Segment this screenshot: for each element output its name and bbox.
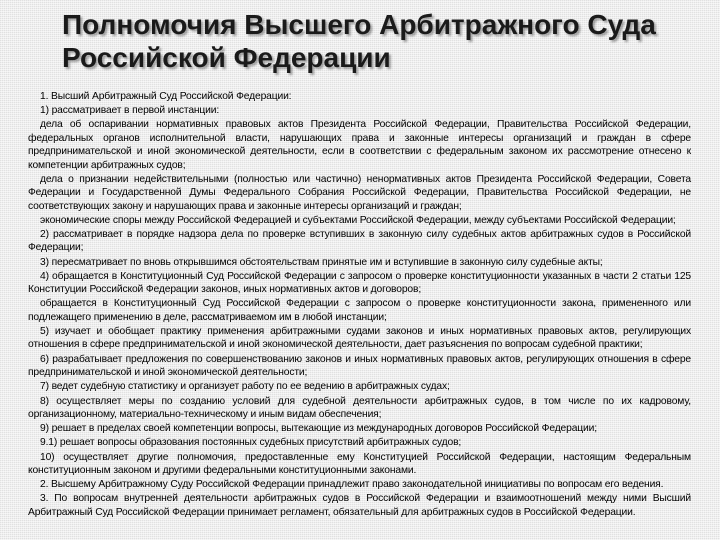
paragraph: дела об оспаривании нормативных правовых актов Президента Российской Федерации, Правительства Российской Федерации, федеральных органов исполнительной власти, нарушающих права и законные интересы организаций и граждан в сфере предпринимательской и иной экономической деятельности, если в соответствии с федеральным законом их рассмотрение отнесено к компетенции арбитражных судов; [28,119,691,171]
paragraph: экономические споры между Российской Федерацией и субъектами Российской Федерации, между субъектами Российской Федерации; [40,214,676,226]
paragraph-item-1-2: 2) рассматривает в порядке надзора дела по проверке вступивших в законную силу судебных актов арбитражных судов в Российской Федерации; [28,229,691,254]
paragraph-item-1-5: 5) изучает и обобщает практику применения арбитражными судами законов и иных нормативных правовых актов, регулирующих отношения в сфере предпринимательской и иной экономической деятельности, дает разъяснения по вопросам судебной практики; [28,326,691,351]
paragraph-item-1-3: 3) пересматривает по вновь открывшимся обстоятельствам принятые им и вступившие в законную силу судебные акты; [40,256,603,268]
paragraph-item-1-10: 10) осуществляет другие полномочия, предоставленные ему Конституцией Российской Федерации, настоящим Федеральным конституционным законом и другими федеральными конституционными законами. [28,451,691,476]
paragraph-item-1-6: 6) разрабатывает предложения по совершенствованию законов и иных нормативных правовых актов, регулирующих отношения в сфере предпринимательской и иной экономической деятельности; [28,353,691,379]
paragraph-item-1-8: 8) осуществляет меры по созданию условий для судебной деятельности арбитражных судов, в том числе по их кадровому, организационному, материально-техническому и иным видам обеспечения; [28,395,691,420]
paragraph: дела о признании недействительными (полностью или частично) ненормативных актов Президента Российской Федерации, Совета Федерации и Государственной Думы Федерального Собрания Российской Федерации, Правительства Российской Федерации, не соответствующих закону и нарушающих права и законные интересы организаций и граждан; [28,173,691,212]
paragraph-item-1-9-1: 9.1) решает вопросы образования постоянных судебных присутствий арбитражных судов; [40,437,462,449]
title-line-1: Полномочия Высшего Арбитражного Суда [62,9,656,40]
paragraph-item-3: 3. По вопросам внутренней деятельности арбитражных судов в Российской Федерации и взаимоотношений между ними Высший Арбитражный Суд Российской Федерации принимает регламент, обязательный для арбитражных судов в Российской Федерации. [28,493,691,518]
paragraph-item-1: 1. Высший Арбитражный Суд Российской Федерации: [40,91,292,102]
paragraph-item-1-7: 7) ведет судебную статистику и организует работу по ее ведению в арбитражных судах; [40,381,450,393]
paragraph-item-1-1: 1) рассматривает в первой инстанции: [40,105,220,117]
paragraph-item-1-9: 9) решает в пределах своей компетенции вопросы, вытекающие из международных договоров Российской Федерации; [40,423,597,435]
paragraph-item-1-4: 4) обращается в Конституционный Суд Российской Федерации с запросом о проверке конституционности указанных в части 2 статьи 125 Конституции Российской Федерации законов, иных нормативных актов и договоров; [28,270,691,296]
paragraph: обращается в Конституционный Суд Российской Федерации с запросом о проверке конституционности закона, примененного или подлежащего применению в деле, рассматриваемом им в любой инстанции; [28,298,691,323]
page-title [62,8,682,74]
title-line-2: Российской Федерации [62,42,391,73]
paragraph-item-2: 2. Высшему Арбитражному Суду Российской Федерации принадлежит право законодательной инициативы по вопросам его ведения. [40,479,664,491]
body-text [28,90,691,520]
